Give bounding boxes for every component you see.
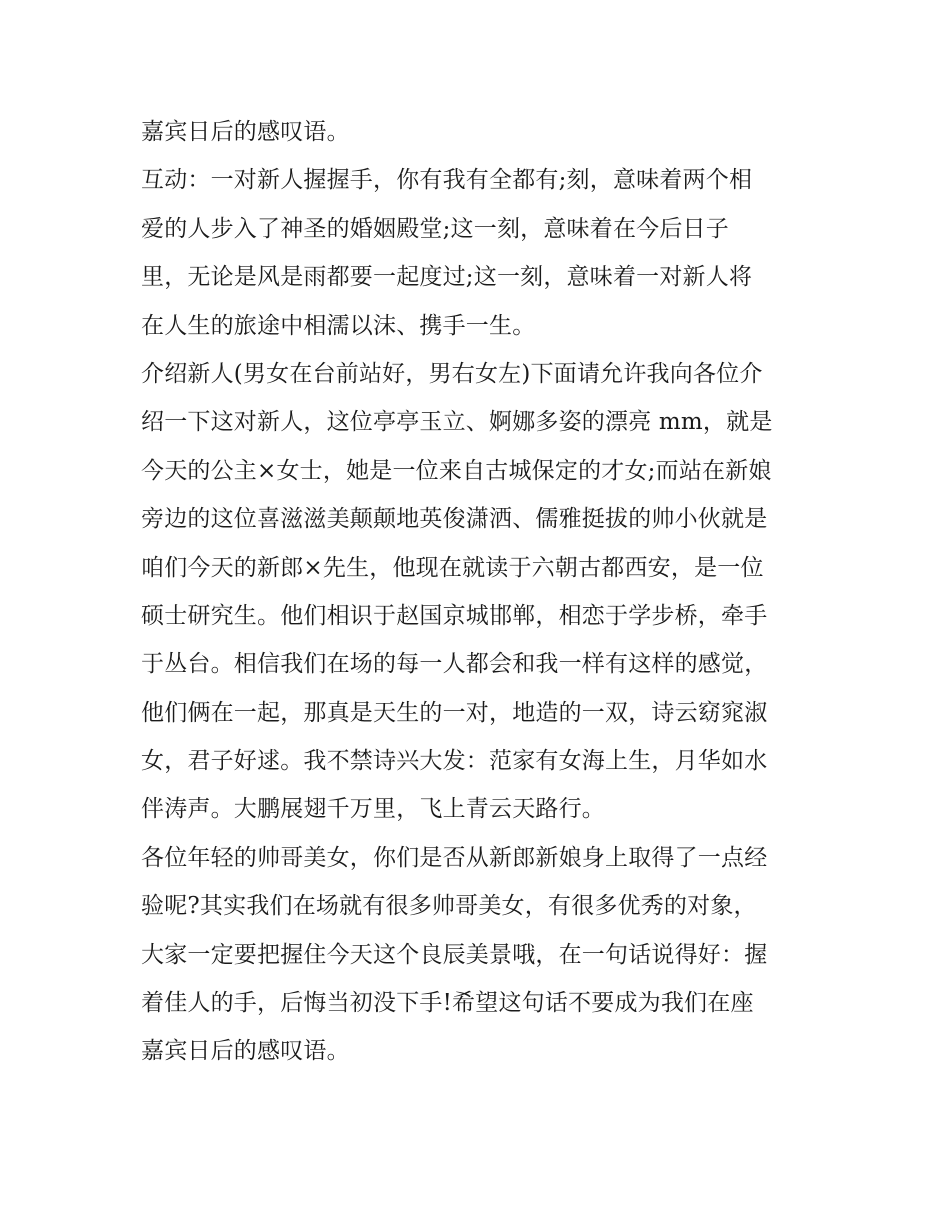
text-line: 各位年轻的帅哥美女，你们是否从新郎新娘身上取得了一点经 (141, 844, 768, 871)
text-line: 爱的人步入了神圣的婚姻殿堂;这一刻，意味着在今后日子 (141, 215, 729, 242)
text-line: 嘉宾日后的感叹语。 (141, 119, 350, 145)
text-line: 嘉宾日后的感叹语。 (141, 1038, 350, 1065)
text-line: 在人生的旅途中相濡以沫、携手一生。 (141, 312, 536, 339)
text-line: 今天的公主×女士，她是一位来自古城保定的才女;而站在新娘 (141, 457, 772, 484)
text-line: 里，无论是风是雨都要一起度过;这一刻，意味着一对新人将 (141, 264, 753, 291)
text-line: 于丛台。相信我们在场的每一人都会和我一样有这样的感觉， (141, 651, 768, 678)
text-line: 女，君子好逑。我不禁诗兴大发：范家有女海上生，月华如水 (141, 748, 768, 775)
text-line: 旁边的这位喜滋滋美颠颠地英俊潇洒、儒雅挺拔的帅小伙就是 (141, 506, 768, 533)
text-line: 着佳人的手，后悔当初没下手!希望这句话不要成为我们在座 (141, 990, 754, 1017)
document-body (141, 108, 821, 1076)
text-line: 验呢?其实我们在场就有很多帅哥美女，有很多优秀的对象， (141, 893, 757, 920)
text-line: 他们俩在一起，那真是天生的一对，地造的一双，诗云窈窕淑 (141, 699, 768, 726)
text-line: 互动：一对新人握握手，你有我有全都有;刻，意味着两个相 (141, 167, 753, 194)
text-line: 硕士研究生。他们相识于赵国京城邯郸，相恋于学步桥，牵手 (141, 602, 768, 629)
text-line: 介绍新人(男女在台前站好，男右女左)下面请允许我向各位介 (141, 360, 763, 387)
text-line: 伴涛声。大鹏展翅千万里，飞上青云天路行。 (141, 796, 605, 823)
text-line: 大家一定要把握住今天这个良辰美景哦，在一句话说得好：握 (141, 941, 768, 968)
text-line: 咱们今天的新郎×先生，他现在就读于六朝古都西安，是一位 (141, 554, 764, 581)
text-line: 绍一下这对新人，这位亭亭玉立、婀娜多姿的漂亮 mm，就是 (141, 409, 773, 436)
